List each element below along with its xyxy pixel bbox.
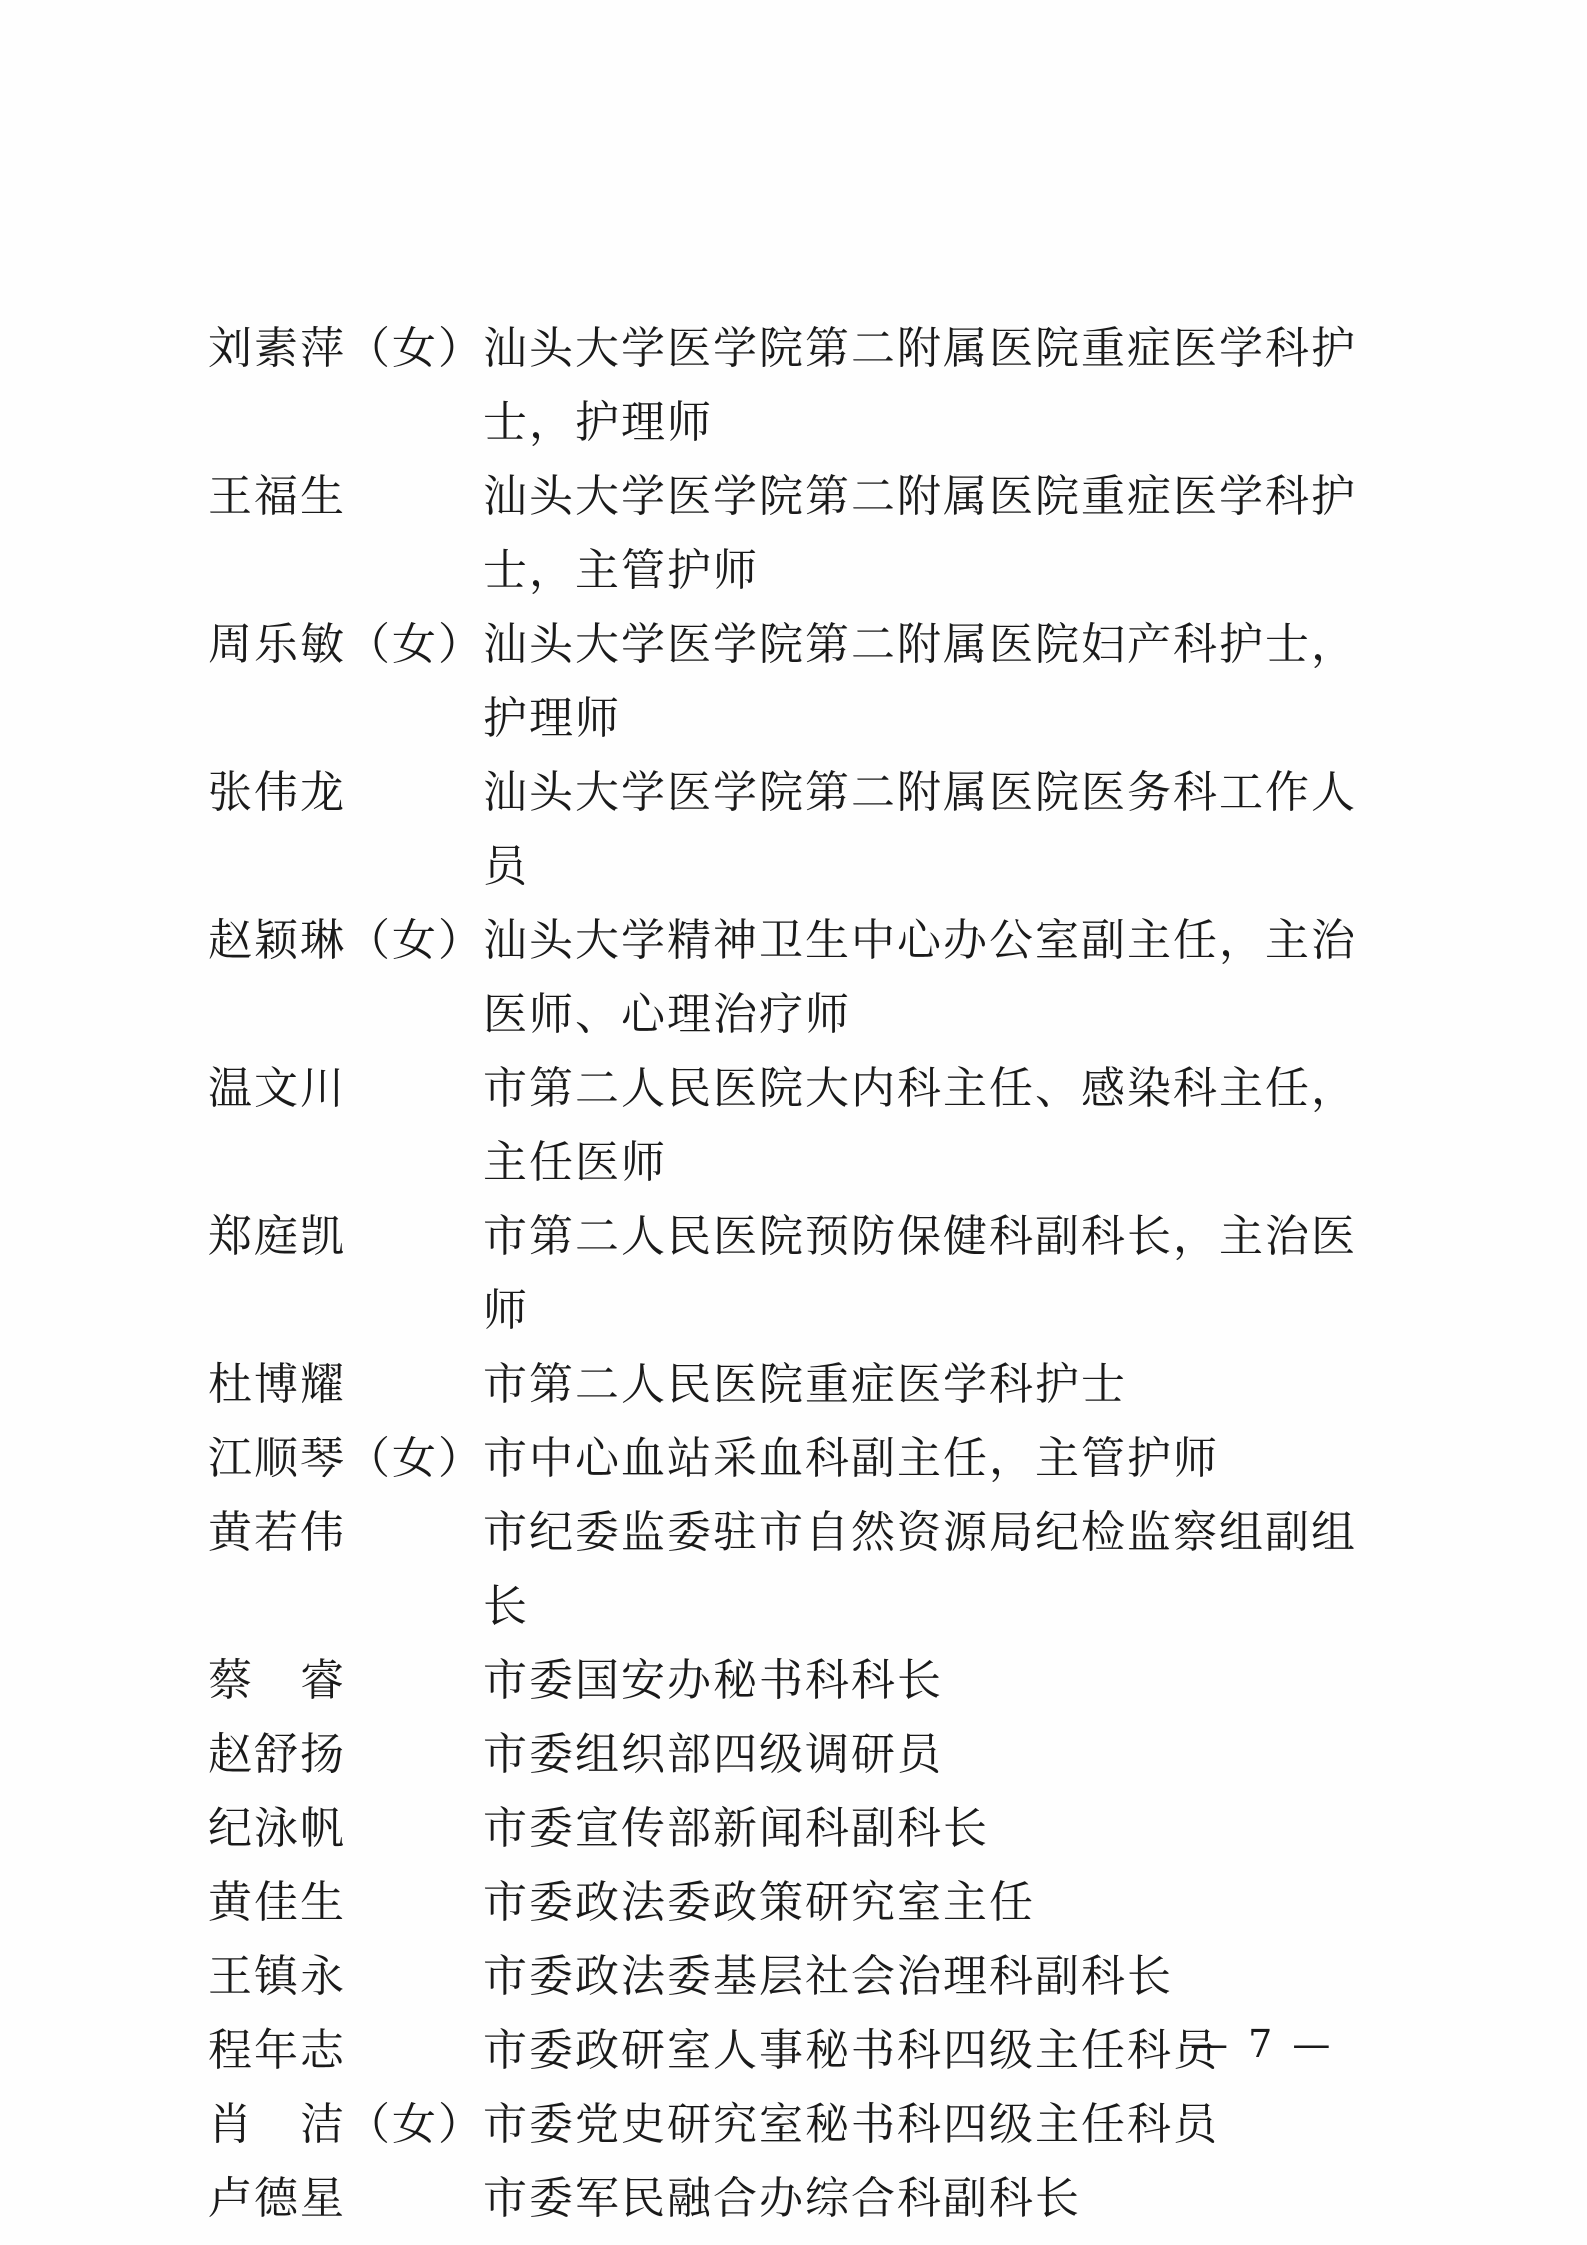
list-item (208, 1940, 1388, 2014)
list-item (208, 312, 1388, 460)
person-position: 市委政法委基层社会治理科副科长 (483, 1951, 1173, 2002)
person-name: 纪泳帆 (208, 1803, 346, 1854)
list-item (208, 904, 1388, 1052)
person-name: 周乐敏（女） (208, 619, 484, 670)
person-position: 市第二人民医院重症医学科护士 (483, 1359, 1127, 1410)
list-item (208, 1792, 1388, 1866)
list-item (208, 1866, 1388, 1940)
person-position: 市委党史研究室秘书科四级主任科员 (483, 2099, 1219, 2150)
list-item (208, 2088, 1388, 2162)
person-name: 温文川 (208, 1063, 346, 1114)
person-position: 汕头大学医学院第二附属医院医务科工作人员 (483, 767, 1357, 892)
list-item (208, 2162, 1388, 2236)
person-name: 郑庭凯 (208, 1211, 346, 1262)
person-position: 市委宣传部新闻科副科长 (483, 1803, 989, 1854)
person-position: 汕头大学医学院第二附属医院妇产科护士，护理师 (483, 619, 1357, 744)
page-number: — 7 — (1190, 2022, 1335, 2066)
list-item (208, 608, 1388, 756)
commendation-list (208, 312, 1388, 2236)
person-name: 江顺琴（女） (208, 1433, 484, 1484)
person-name: 张伟龙 (208, 767, 346, 818)
person-position: 市纪委监委驻市自然资源局纪检监察组副组长 (483, 1507, 1357, 1632)
person-position: 市中心血站采血科副主任，主管护师 (483, 1433, 1219, 1484)
person-name: 杜博耀 (208, 1359, 346, 1410)
person-position: 市第二人民医院大内科主任、感染科主任，主任医师 (483, 1063, 1357, 1188)
list-item (208, 1496, 1388, 1644)
person-name: 程年志 (208, 2025, 346, 2076)
person-position: 汕头大学医学院第二附属医院重症医学科护士，主管护师 (483, 471, 1357, 596)
list-item (208, 1644, 1388, 1718)
person-name: 黄佳生 (208, 1877, 346, 1928)
person-name: 王福生 (208, 471, 346, 522)
person-name: 刘素萍（女） (208, 323, 484, 374)
person-position: 市委政研室人事秘书科四级主任科员 (483, 2025, 1219, 2076)
list-item (208, 1718, 1388, 1792)
person-position: 市第二人民医院预防保健科副科长，主治医师 (483, 1211, 1357, 1336)
list-item (208, 1348, 1388, 1422)
list-item (208, 1052, 1388, 1200)
list-item (208, 460, 1388, 608)
person-name: 卢德星 (208, 2173, 346, 2224)
person-position: 市委国安办秘书科科长 (483, 1655, 943, 1706)
person-name: 王镇永 (208, 1951, 346, 2002)
list-item (208, 1200, 1388, 1348)
person-position: 汕头大学精神卫生中心办公室副主任，主治医师、心理治疗师 (483, 915, 1357, 1040)
list-item (208, 756, 1388, 904)
person-name: 蔡 睿 (208, 1655, 346, 1706)
person-name: 赵舒扬 (208, 1729, 346, 1780)
list-item (208, 1422, 1388, 1496)
person-name: 黄若伟 (208, 1507, 346, 1558)
person-name: 赵颖琳（女） (208, 915, 484, 966)
person-name: 肖 洁（女） (208, 2099, 484, 2150)
person-position: 市委组织部四级调研员 (483, 1729, 943, 1780)
person-position: 市委军民融合办综合科副科长 (483, 2173, 1081, 2224)
person-position: 汕头大学医学院第二附属医院重症医学科护士，护理师 (483, 323, 1357, 448)
person-position: 市委政法委政策研究室主任 (483, 1877, 1035, 1928)
